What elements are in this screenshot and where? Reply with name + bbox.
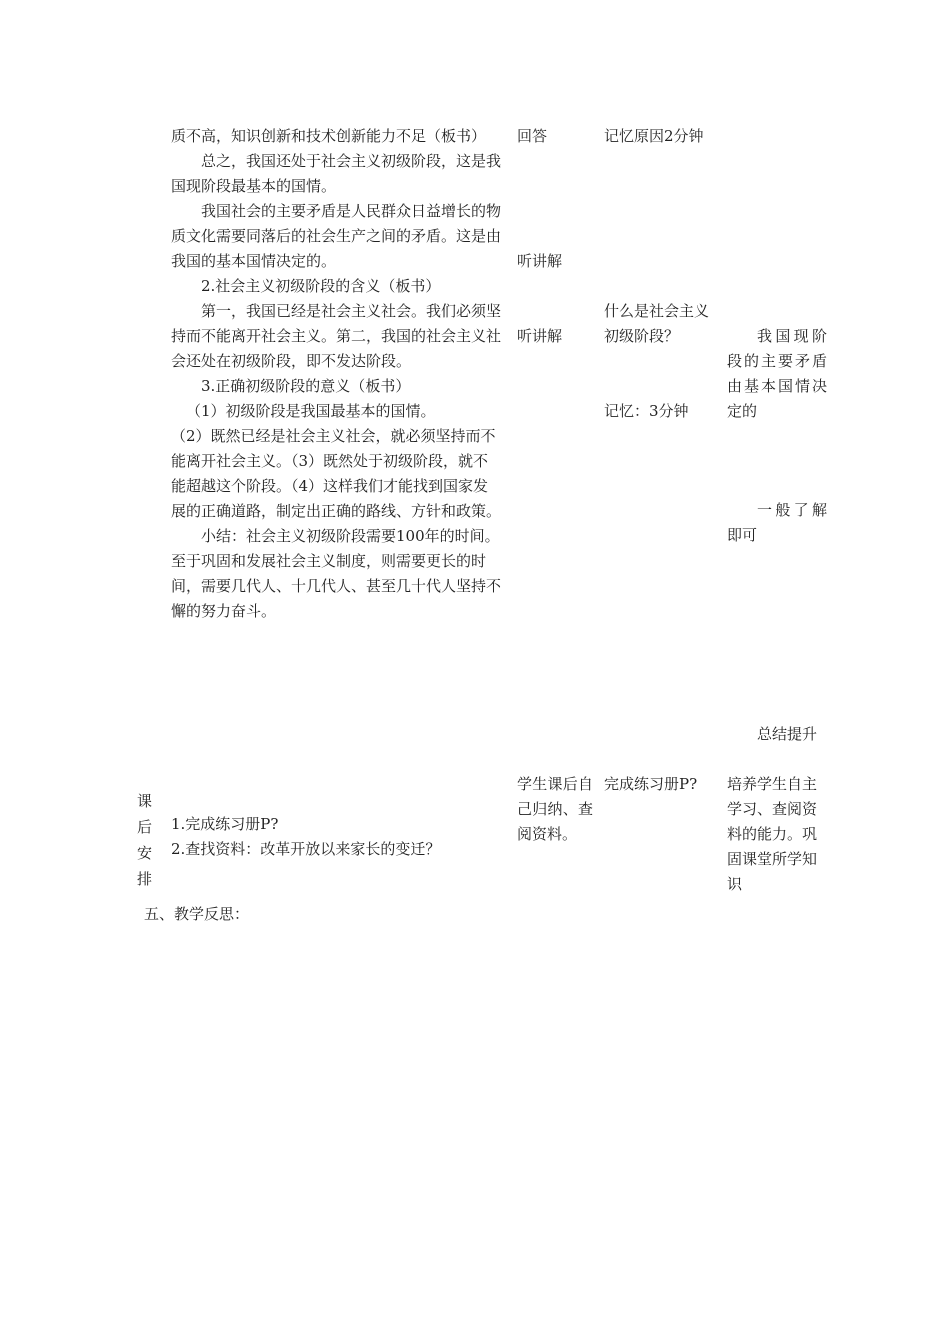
paragraph-significance-1: （1）初级阶段是我国最基本的国情。 [186, 402, 436, 420]
teaching-content-column [171, 124, 501, 624]
student-activity-after-class: 学生课后自己归纳、查阅资料。 [517, 775, 593, 843]
heading-significance: 3.正确初级阶段的意义（板书） [201, 377, 411, 395]
paragraph-meaning: 第一，我国已经是社会主义社会。我们必须坚持而不能离开社会主义。第二，我国的社会主义社会还处在初级阶段，即不发达阶段。 [171, 302, 502, 370]
student-activity-listen-2: 听讲解 [517, 327, 563, 345]
intent-contradiction: 我国现阶段的主要矛盾由基本国情决定的 [727, 327, 827, 420]
student-activity-listen-1: 听讲解 [517, 252, 563, 270]
after-class-item-workbook: 1.完成练习册P? [171, 815, 279, 833]
intent-self-study: 培养学生自主学习、查阅资料的能力。巩固课堂所学知识 [727, 775, 818, 893]
paragraph-quality: 质不高，知识创新和技术创新能力不足（板书） [171, 127, 487, 145]
intent-summary: 总结提升 [757, 725, 818, 743]
design-workbook: 完成练习册P? [604, 775, 698, 793]
design-question: 什么是社会主义初级阶段？ [604, 302, 710, 345]
intent-general-understanding: 一般了解即可 [727, 501, 827, 544]
teaching-reflection-heading: 五、教学反思： [144, 905, 250, 923]
paragraph-summary: 总之，我国还处于社会主义初级阶段，这是我国现阶段最基本的国情。 [171, 152, 502, 195]
design-memory-time: 记忆：3分钟 [604, 402, 689, 420]
paragraph-main-contradiction: 我国社会的主要矛盾是人民群众日益增长的物质文化需要同落后的社会生产之间的矛盾。这是由我国的基本国情决定的。 [171, 202, 502, 270]
after-class-list [171, 812, 501, 862]
after-class-label: 课后安排 [137, 792, 153, 888]
student-activity-answer: 回答 [517, 127, 548, 145]
design-memory-reason: 记忆原因2分钟 [604, 127, 704, 145]
paragraph-conclusion: 小结：社会主义初级阶段需要100年的时间。至于巩固和发展社会主义制度，则需要更长的时间，需要几代人、十几代人、甚至几十代人坚持不懈的努力奋斗。 [171, 527, 502, 620]
after-class-item-research: 2.查找资料：改革开放以来家长的变迁？ [171, 840, 441, 858]
heading-meaning: 2.社会主义初级阶段的含义（板书） [201, 277, 441, 295]
paragraph-significance-2-4: （2）既然已经是社会主义社会，就必须坚持而不能离开社会主义。（3）既然处于初级阶段，就不能超越这个阶段。（4）这样我们才能找到国家发展的正确道路，制定出正确的路线、方针和政策。 [171, 427, 502, 520]
